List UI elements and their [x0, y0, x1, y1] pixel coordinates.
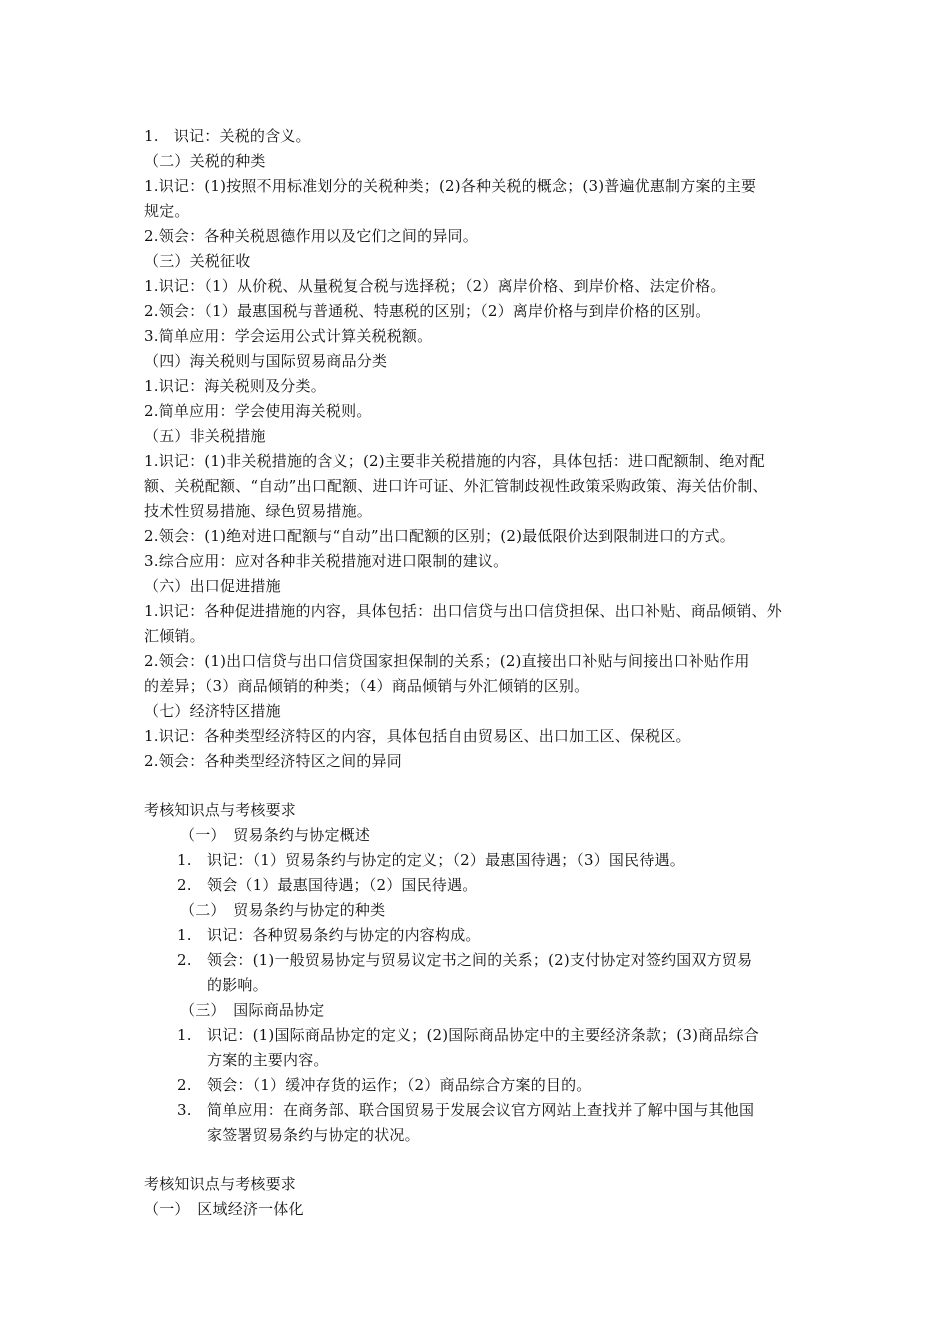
- text-line: 1. 识记：关税的含义。: [144, 127, 311, 145]
- list-item-text: 领会：(1)一般贸易协定与贸易议定书之间的关系；(2)支付协定对签约国双方贸易: [207, 951, 753, 969]
- list-item: [177, 850, 685, 870]
- subsection-heading: （一） 贸易条约与协定概述: [180, 826, 371, 844]
- list-number: 1.: [177, 851, 192, 869]
- subsection-heading: （二）关税的种类: [144, 152, 266, 170]
- text-line: 的差异；（3）商品倾销的种类；（4）商品倾销与外汇倾销的区别。: [144, 677, 590, 695]
- list-item-text: 领会：（1）缓冲存货的运作；（2）商品综合方案的目的。: [207, 1076, 592, 1094]
- list-item: [177, 1100, 754, 1120]
- text-line: 1.识记：(1)非关税措施的含义；(2)主要非关税措施的内容，具体包括：进口配额制、绝对配: [144, 452, 765, 470]
- list-number: 1.: [177, 926, 192, 944]
- list-number: 3.: [177, 1101, 192, 1119]
- subsection-heading: （五）非关税措施: [144, 427, 266, 445]
- subsection-heading: （六）出口促进措施: [144, 577, 281, 595]
- list-number: 2.: [177, 876, 192, 894]
- list-item-text: 识记：（1）贸易条约与协定的定义；（2）最惠国待遇；（3）国民待遇。: [207, 851, 685, 869]
- section-heading: 考核知识点与考核要求: [144, 801, 297, 819]
- text-line: 规定。: [144, 202, 190, 220]
- text-line: 2.领会：(1)绝对进口配额与“自动”出口配额的区别；(2)最低限价达到限制进口的方式。: [144, 527, 735, 545]
- list-item-text: 识记：各种贸易条约与协定的内容构成。: [207, 926, 481, 944]
- text-line: 1.识记：（1）从价税、从量税复合税与选择税；（2）离岸价格、到岸价格、法定价格。: [144, 277, 726, 295]
- section-heading: 考核知识点与考核要求: [144, 1175, 297, 1193]
- list-item: [177, 950, 752, 970]
- text-line: 3.综合应用：应对各种非关税措施对进口限制的建议。: [144, 552, 509, 570]
- subsection-heading: （一） 区域经济一体化: [144, 1200, 304, 1218]
- text-line: 2.领会：(1)出口信贷与出口信贷国家担保制的关系；(2)直接出口补贴与间接出口补贴作用: [144, 652, 750, 670]
- text-line: 2.领会：各种关税恩德作用以及它们之间的异同。: [144, 227, 478, 245]
- list-item-text: 简单应用：在商务部、联合国贸易于发展会议官方网站上查找并了解中国与其他国: [207, 1101, 755, 1119]
- list-item: [177, 1025, 759, 1045]
- list-number: 2.: [177, 951, 192, 969]
- text-line: 2.领会：（1）最惠国税与普通税、特惠税的区别；（2）离岸价格与到岸价格的区别。: [144, 302, 711, 320]
- text-line: 2.简单应用：学会使用海关税则。: [144, 402, 372, 420]
- list-item: [177, 925, 481, 945]
- list-item: [177, 1075, 592, 1095]
- list-item: [177, 875, 477, 895]
- subsection-heading: （七）经济特区措施: [144, 702, 281, 720]
- text-line: 1.识记：(1)按照不用标准划分的关税种类；(2)各种关税的概念；(3)普遍优惠制方案的主要: [144, 177, 757, 195]
- text-line: 汇倾销。: [144, 627, 205, 645]
- subsection-heading: （四）海关税则与国际贸易商品分类: [144, 352, 388, 370]
- list-item-text: 识记：(1)国际商品协定的定义；(2)国际商品协定中的主要经济条款；(3)商品综合: [207, 1026, 759, 1044]
- subsection-heading: （三）关税征收: [144, 252, 251, 270]
- text-line: 1.识记：各种促进措施的内容，具体包括：出口信贷与出口信贷担保、出口补贴、商品倾销、外: [144, 602, 782, 620]
- text-line: 3.简单应用：学会运用公式计算关税税额。: [144, 327, 433, 345]
- list-item-continuation: 的影响。: [207, 976, 268, 994]
- list-item-continuation: 方案的主要内容。: [207, 1051, 329, 1069]
- list-item-continuation: 家签署贸易条约与协定的状况。: [207, 1126, 420, 1144]
- list-number: 1.: [177, 1026, 192, 1044]
- subsection-heading: （三） 国际商品协定: [180, 1001, 325, 1019]
- subsection-heading: （二） 贸易条约与协定的种类: [180, 901, 386, 919]
- text-line: 1.识记：海关税则及分类。: [144, 377, 326, 395]
- text-line: 技术性贸易措施、绿色贸易措施。: [144, 502, 373, 520]
- text-line: 1.识记：各种类型经济特区的内容，具体包括自由贸易区、出口加工区、保税区。: [144, 727, 691, 745]
- list-number: 2.: [177, 1076, 192, 1094]
- text-line: 额、关税配额、“自动”出口配额、进口许可证、外汇管制歧视性政策采购政策、海关估价制、: [144, 477, 768, 495]
- text-line: 2.领会：各种类型经济特区之间的异同: [144, 752, 402, 770]
- list-item-text: 领会（1）最惠国待遇；（2）国民待遇。: [207, 876, 478, 894]
